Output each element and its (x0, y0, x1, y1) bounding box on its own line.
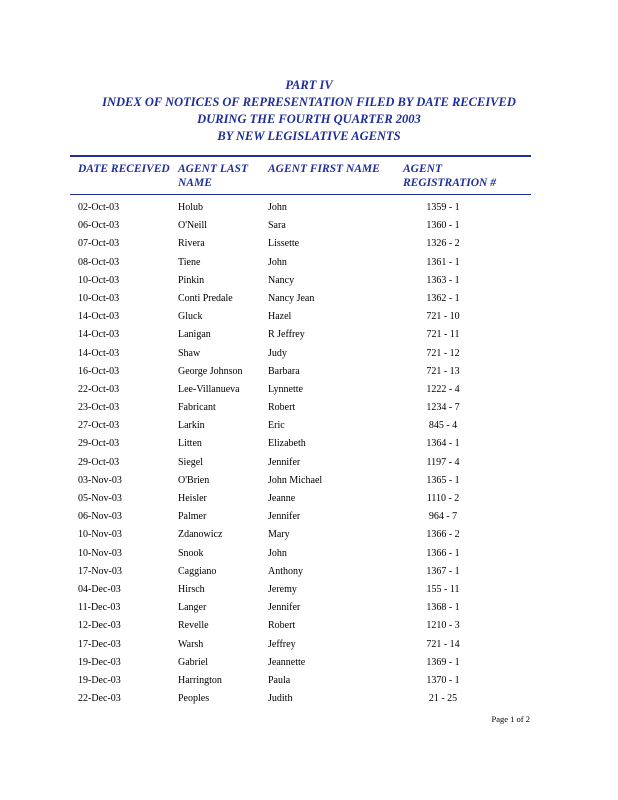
cell-agent-first-name: Jennifer (268, 511, 301, 523)
cell-agent-last-name: Lee-Villanueva (178, 383, 240, 395)
cell-agent-first-name: Judy (268, 347, 287, 359)
page-number: Page 1 of 2 (491, 714, 530, 724)
cell-date-received: 29-Oct-03 (78, 438, 120, 450)
cell-agent-registration: 721 - 10 (426, 311, 460, 323)
title-index: INDEX OF NOTICES OF REPRESENTATION FILED BY DATE RECEIVED (102, 95, 516, 109)
cell-date-received: 07-Oct-03 (78, 238, 120, 250)
title-part: PART IV (285, 78, 333, 92)
cell-agent-registration: 964 - 7 (428, 511, 458, 523)
cell-agent-registration: 1361 - 1 (426, 256, 460, 268)
cell-agent-last-name: Heisler (178, 493, 207, 504)
cell-agent-first-name: Nancy Jean (268, 292, 315, 304)
cell-date-received: 16-Oct-03 (78, 365, 120, 377)
cell-agent-last-name: Conti Predale (178, 292, 233, 304)
cell-agent-registration: 1370 - 1 (426, 674, 460, 686)
cell-agent-registration: 1326 - 2 (426, 238, 460, 250)
cell-agent-first-name: John (268, 547, 287, 559)
cell-agent-registration: 1363 - 1 (426, 274, 460, 286)
cell-agent-first-name: R Jeffrey (268, 329, 305, 341)
column-header-agent-registration: AGENT REGISTRATION # (403, 163, 496, 189)
table-row (0, 235, 618, 253)
cell-date-received: 12-Dec-03 (78, 620, 121, 632)
cell-agent-first-name: Nancy (268, 274, 295, 286)
cell-agent-last-name: Revelle (178, 620, 209, 632)
cell-date-received: 10-Nov-03 (78, 547, 122, 559)
cell-agent-registration: 1222 - 4 (426, 383, 460, 395)
cell-agent-registration: 721 - 12 (426, 347, 460, 359)
title-quarter: DURING THE FOURTH QUARTER 2003 (197, 112, 421, 126)
table-row (0, 454, 618, 472)
table-row (0, 381, 618, 399)
cell-agent-first-name: Barbara (268, 365, 300, 377)
cell-agent-first-name: Paula (268, 674, 291, 686)
cell-agent-registration: 1364 - 1 (426, 438, 460, 450)
cell-agent-first-name: Jeanne (268, 493, 296, 504)
cell-agent-first-name: Lynnette (268, 383, 303, 395)
cell-agent-registration: 155 - 11 (426, 583, 460, 595)
cell-agent-first-name: John (268, 256, 287, 268)
cell-agent-last-name: Langer (178, 602, 207, 614)
cell-agent-registration: 1368 - 1 (426, 602, 460, 614)
cell-agent-first-name: Elizabeth (268, 438, 306, 450)
table-row (0, 217, 618, 235)
cell-agent-first-name: Jeremy (268, 583, 297, 595)
table-row (0, 508, 618, 526)
table-row (0, 617, 618, 635)
cell-date-received: 22-Oct-03 (78, 383, 120, 395)
cell-date-received: 10-Nov-03 (78, 529, 122, 541)
cell-date-received: 19-Dec-03 (78, 656, 121, 668)
header-top-rule (70, 155, 531, 157)
cell-agent-last-name: Zdanowicz (178, 529, 223, 541)
table-row (0, 199, 618, 217)
cell-agent-last-name: Holub (178, 202, 203, 213)
table-row (0, 399, 618, 417)
cell-agent-first-name: Robert (268, 402, 296, 414)
cell-date-received: 17-Dec-03 (78, 638, 121, 650)
cell-agent-first-name: John Michael (268, 474, 323, 486)
cell-agent-last-name: Pinkin (178, 274, 205, 286)
table-row (0, 545, 618, 563)
cell-agent-last-name: Shaw (178, 347, 201, 359)
cell-agent-first-name: Anthony (268, 565, 303, 577)
cell-date-received: 06-Nov-03 (78, 511, 122, 523)
cell-agent-last-name: Siegel (178, 456, 203, 468)
cell-agent-last-name: O'Brien (178, 474, 210, 486)
cell-date-received: 14-Oct-03 (78, 311, 120, 323)
table-row (0, 636, 618, 654)
cell-agent-registration: 21 - 25 (428, 693, 458, 705)
table-row (0, 345, 618, 363)
cell-agent-first-name: Judith (268, 693, 293, 705)
cell-agent-last-name: Larkin (178, 420, 205, 432)
table-row (0, 326, 618, 344)
table-row (0, 254, 618, 272)
table-row (0, 363, 618, 381)
table-row (0, 690, 618, 708)
table-row (0, 672, 618, 690)
cell-agent-last-name: Palmer (178, 511, 207, 523)
column-header-date-received: DATE RECEIVED (78, 163, 170, 175)
cell-date-received: 19-Dec-03 (78, 674, 121, 686)
cell-agent-last-name: Litten (178, 438, 202, 450)
cell-date-received: 22-Dec-03 (78, 693, 121, 705)
cell-agent-registration: 1197 - 4 (426, 456, 460, 468)
table-row (0, 581, 618, 599)
cell-agent-last-name: Peoples (178, 693, 210, 705)
cell-agent-last-name: O'Neill (178, 220, 208, 232)
cell-agent-last-name: Lanigan (178, 329, 211, 341)
cell-date-received: 27-Oct-03 (78, 420, 120, 432)
cell-agent-last-name: Harrington (178, 674, 222, 686)
cell-date-received: 04-Dec-03 (78, 583, 121, 595)
cell-agent-registration: 845 - 4 (428, 420, 458, 432)
title-agents: BY NEW LEGISLATIVE AGENTS (217, 129, 401, 143)
cell-date-received: 05-Nov-03 (78, 493, 122, 504)
table-row (0, 654, 618, 672)
cell-date-received: 11-Dec-03 (78, 602, 121, 614)
cell-agent-registration: 721 - 11 (426, 329, 460, 341)
cell-agent-last-name: Gabriel (178, 656, 208, 668)
cell-agent-last-name: Gluck (178, 311, 203, 323)
cell-agent-registration: 721 - 13 (426, 365, 460, 377)
cell-date-received: 08-Oct-03 (78, 256, 120, 268)
cell-agent-first-name: Jennifer (268, 602, 301, 614)
cell-date-received: 23-Oct-03 (78, 402, 120, 414)
cell-agent-first-name: Jeannette (268, 656, 306, 668)
header-bottom-rule (70, 194, 531, 195)
cell-date-received: 29-Oct-03 (78, 456, 120, 468)
cell-agent-last-name: Warsh (178, 638, 204, 650)
cell-agent-registration: 1367 - 1 (426, 565, 460, 577)
column-header-agent-last-name: AGENT LAST NAME (178, 163, 248, 189)
cell-agent-first-name: Eric (268, 420, 285, 432)
document-title (0, 77, 618, 145)
table-row (0, 435, 618, 453)
cell-agent-registration: 1210 - 3 (426, 620, 460, 632)
cell-agent-first-name: Robert (268, 620, 296, 632)
cell-agent-last-name: Hirsch (178, 583, 205, 595)
cell-date-received: 06-Oct-03 (78, 220, 120, 232)
agent-table-body (0, 199, 618, 708)
cell-agent-registration: 1110 - 2 (426, 493, 460, 504)
cell-agent-last-name: Snook (178, 547, 204, 559)
cell-agent-registration: 1359 - 1 (426, 202, 460, 213)
cell-agent-registration: 1365 - 1 (426, 474, 460, 486)
cell-agent-last-name: Caggiano (178, 565, 217, 577)
cell-agent-first-name: Hazel (268, 311, 292, 323)
cell-agent-first-name: Lissette (268, 238, 300, 250)
table-row (0, 272, 618, 290)
table-row (0, 472, 618, 490)
cell-agent-first-name: Jennifer (268, 456, 301, 468)
cell-agent-first-name: John (268, 202, 287, 213)
cell-agent-first-name: Jeffrey (268, 638, 296, 650)
table-row (0, 417, 618, 435)
cell-agent-registration: 1362 - 1 (426, 292, 460, 304)
table-row (0, 490, 618, 508)
cell-date-received: 02-Oct-03 (78, 202, 120, 213)
cell-agent-last-name: Fabricant (178, 402, 216, 414)
cell-agent-registration: 1234 - 7 (426, 402, 460, 414)
cell-date-received: 17-Nov-03 (78, 565, 122, 577)
table-row (0, 290, 618, 308)
cell-date-received: 10-Oct-03 (78, 274, 120, 286)
cell-agent-last-name: George Johnson (178, 365, 243, 377)
cell-agent-first-name: Mary (268, 529, 290, 541)
cell-agent-registration: 721 - 14 (426, 638, 460, 650)
table-row (0, 599, 618, 617)
cell-date-received: 03-Nov-03 (78, 474, 122, 486)
table-row (0, 526, 618, 544)
cell-date-received: 14-Oct-03 (78, 329, 120, 341)
column-header-agent-first-name: AGENT FIRST NAME (268, 163, 380, 175)
cell-date-received: 10-Oct-03 (78, 292, 120, 304)
cell-agent-registration: 1369 - 1 (426, 656, 460, 668)
table-row (0, 563, 618, 581)
cell-agent-first-name: Sara (268, 220, 286, 232)
cell-agent-registration: 1366 - 2 (426, 529, 460, 541)
cell-agent-registration: 1360 - 1 (426, 220, 460, 232)
cell-date-received: 14-Oct-03 (78, 347, 120, 359)
cell-agent-last-name: Tiene (178, 256, 201, 268)
cell-agent-registration: 1366 - 1 (426, 547, 460, 559)
cell-agent-last-name: Rivera (178, 238, 205, 250)
table-row (0, 308, 618, 326)
